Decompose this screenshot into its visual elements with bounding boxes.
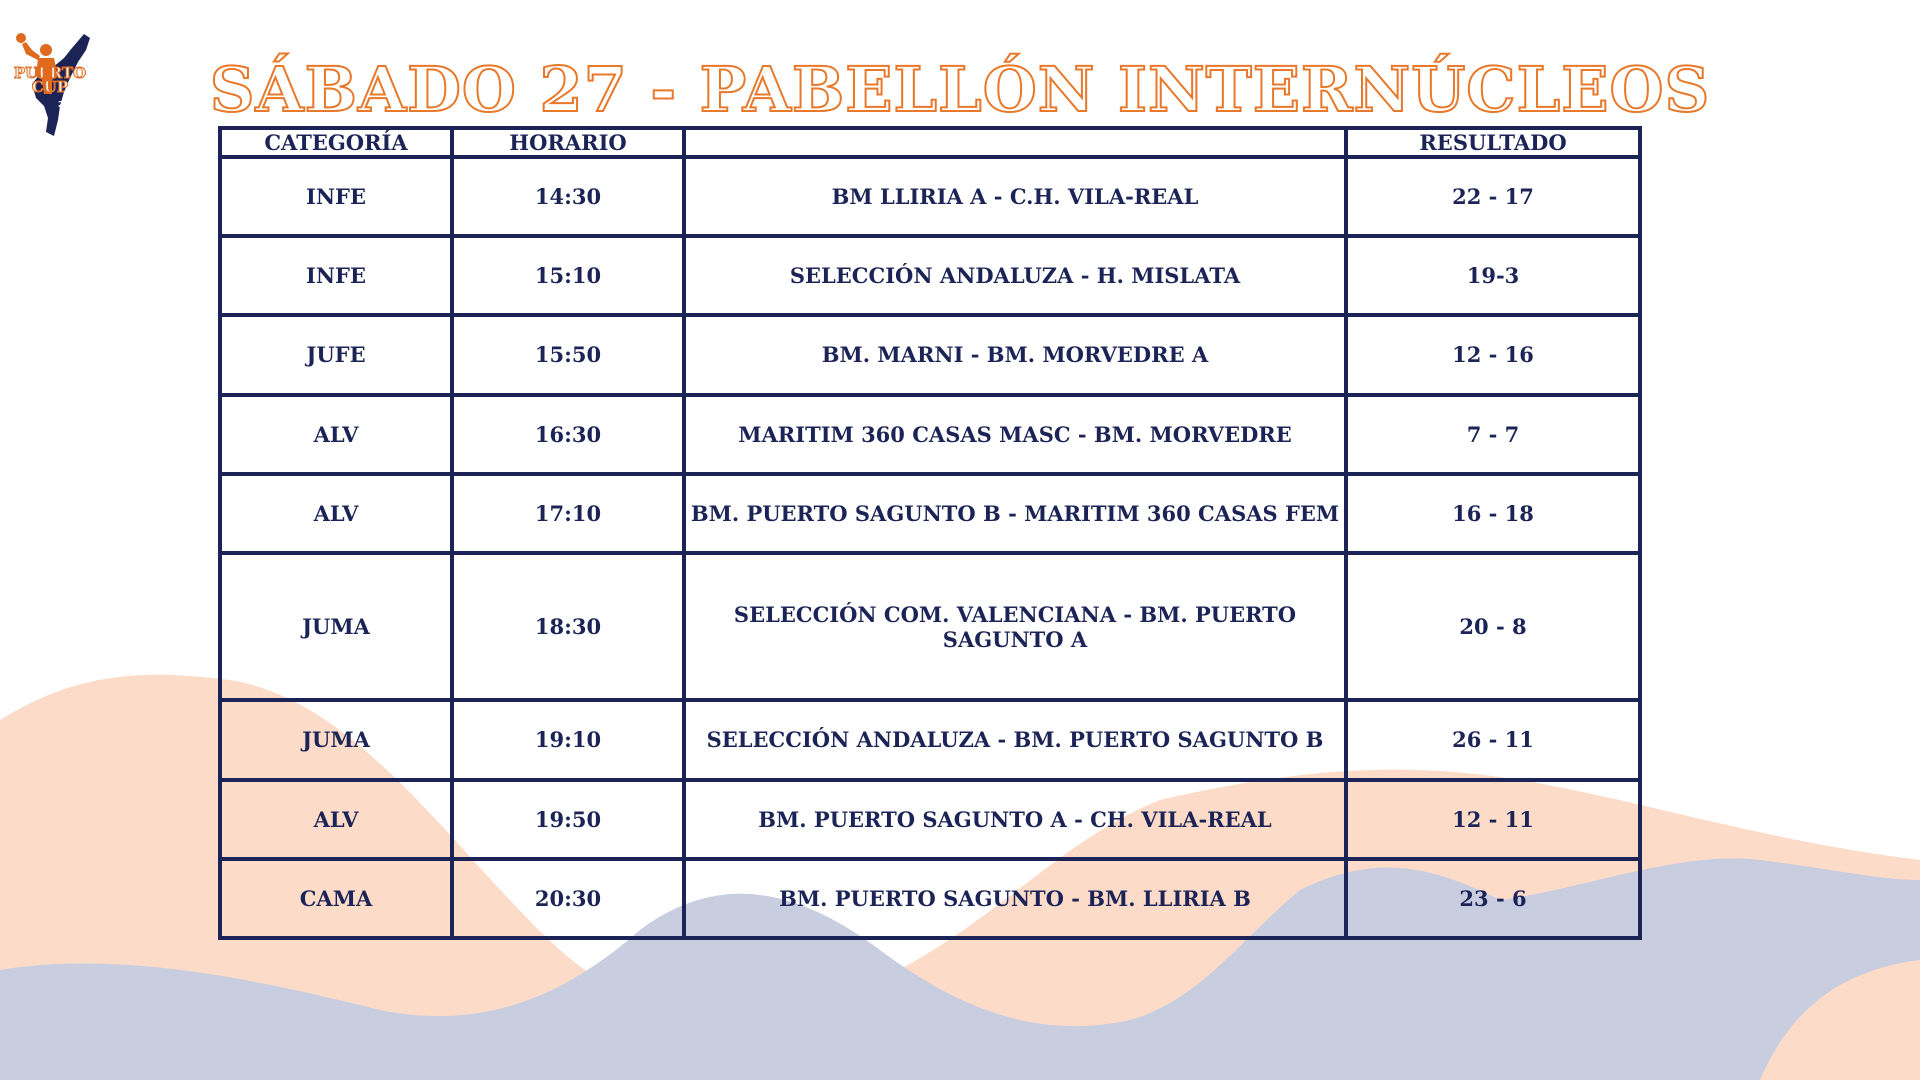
cell-category: ALV	[220, 474, 452, 553]
table-row	[220, 395, 1640, 474]
header-category: CATEGORÍA	[220, 128, 452, 157]
cell-category: INFE	[220, 157, 452, 236]
cell-match: SELECCIÓN COM. VALENCIANA - BM. PUERTO SAGUNTO A	[684, 553, 1346, 700]
cell-category: INFE	[220, 236, 452, 315]
schedule-table	[218, 126, 1642, 940]
cell-match: SELECCIÓN ANDALUZA - H. MISLATA	[684, 236, 1346, 315]
cell-category: ALV	[220, 780, 452, 859]
cell-match: BM LLIRIA A - C.H. VILA-REAL	[684, 157, 1346, 236]
cell-time: 17:10	[452, 474, 684, 553]
header-result: RESULTADO	[1346, 128, 1640, 157]
cell-time: 16:30	[452, 395, 684, 474]
cell-match: SELECCIÓN ANDALUZA - BM. PUERTO SAGUNTO B	[684, 700, 1346, 779]
cell-match: BM. MARNI - BM. MORVEDRE A	[684, 315, 1346, 394]
ball	[16, 33, 26, 43]
cell-match: BM. PUERTO SAGUNTO B - MARITIM 360 CASAS FEM	[684, 474, 1346, 553]
cell-time: 19:10	[452, 700, 684, 779]
header-match	[684, 128, 1346, 157]
cell-time: 15:50	[452, 315, 684, 394]
cell-result: 7 - 7	[1346, 395, 1640, 474]
cell-match: BM. PUERTO SAGUNTO A - CH. VILA-REAL	[684, 780, 1346, 859]
cell-result: 23 - 6	[1346, 859, 1640, 938]
cell-time: 15:10	[452, 236, 684, 315]
table-row	[220, 236, 1640, 315]
logo-wordmark: PUERTO CUP	[13, 64, 87, 96]
cell-result: 26 - 11	[1346, 700, 1640, 779]
page-title: SÁBADO 27 - PABELLÓN INTERNÚCLEOS	[209, 53, 1711, 126]
cell-category: ALV	[220, 395, 452, 474]
cell-category: JUFE	[220, 315, 452, 394]
table-row	[220, 474, 1640, 553]
header-time: HORARIO	[452, 128, 684, 157]
cell-category: CAMA	[220, 859, 452, 938]
cell-time: 14:30	[452, 157, 684, 236]
cell-result: 16 - 18	[1346, 474, 1640, 553]
table-row	[220, 315, 1640, 394]
cell-category: JUMA	[220, 700, 452, 779]
cell-result: 12 - 11	[1346, 780, 1640, 859]
table-row	[220, 859, 1640, 938]
cell-result: 20 - 8	[1346, 553, 1640, 700]
cell-result: 19-3	[1346, 236, 1640, 315]
cell-time: 18:30	[452, 553, 684, 700]
cell-category: JUMA	[220, 553, 452, 700]
table-header-row	[220, 128, 1640, 157]
cell-time: 20:30	[452, 859, 684, 938]
table-row	[220, 157, 1640, 236]
cell-time: 19:50	[452, 780, 684, 859]
logo-year: 2025	[58, 100, 81, 109]
cell-match: BM. PUERTO SAGUNTO - BM. LLIRIA B	[684, 859, 1346, 938]
table-row	[220, 780, 1640, 859]
cell-result: 22 - 17	[1346, 157, 1640, 236]
cell-result: 12 - 16	[1346, 315, 1640, 394]
table-row	[220, 700, 1640, 779]
table-row	[220, 553, 1640, 700]
cell-match: MARITIM 360 CASAS MASC - BM. MORVEDRE	[684, 395, 1346, 474]
